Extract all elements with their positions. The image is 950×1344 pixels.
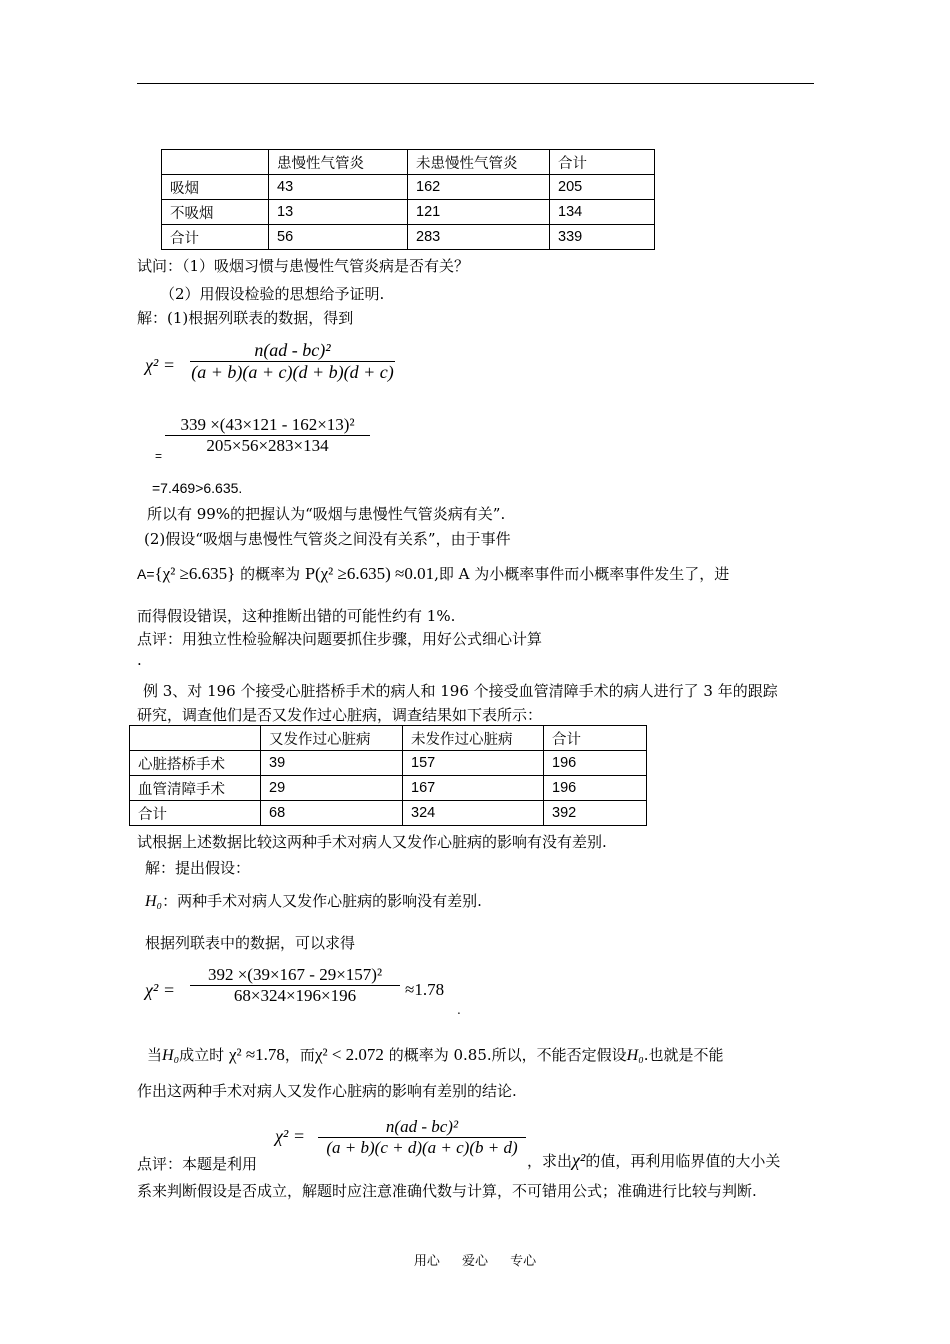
header-rule — [137, 83, 814, 84]
comment-2-line-2: 系来判断假设是否成立，解题时应注意准确代数与计算，不可错用公式；准确进行比较与判断. — [137, 1182, 757, 1200]
table-cell: 29 — [261, 776, 403, 801]
event-prefix: A= — [137, 566, 155, 582]
conclusion-1: 所以有 99%的把握认为“吸烟与患慢性气管炎病有关”. — [147, 505, 506, 523]
table-cell — [162, 150, 269, 175]
formula-chi-square-comment — [318, 1117, 526, 1158]
formula-numerator: 392 ×(39×167 - 29×157)² — [207, 965, 383, 984]
table-cell: 339 — [550, 225, 655, 250]
formula-chi-square-substituted — [165, 415, 370, 456]
table-cell: 157 — [403, 751, 544, 776]
and-text: ，而 — [284, 1046, 315, 1064]
table-row — [162, 175, 655, 200]
h0-symbol: H₀ — [162, 1047, 180, 1064]
part-2-hypothesis: (2)假设“吸烟与患慢性气管炎之间没有关系”，由于事件 — [144, 530, 511, 548]
comment-1: 点评：用独立性检验解决问题要抓住步骤，用好公式细心计算 — [137, 630, 543, 648]
solution-2-intro: 解：提出假设： — [145, 859, 251, 877]
table-header-row — [162, 150, 655, 175]
table-cell: 121 — [408, 200, 550, 225]
chi-symbol: χ² — [572, 1150, 586, 1170]
table-row — [130, 751, 647, 776]
question-2: （2）用假设检验的思想给予证明. — [160, 285, 385, 303]
table-cell: 68 — [261, 801, 403, 826]
formula-chi-square-example-3 — [190, 965, 400, 1006]
table-cell: 392 — [544, 801, 647, 826]
conclusion-2: 作出这两种手术对病人又发作心脏病的影响有差别的结论. — [137, 1082, 517, 1100]
event-set: {χ² ≥6.635} — [154, 564, 236, 583]
chi-square-lhs: χ² = — [145, 355, 175, 375]
formula-denominator: (a + b)(a + c)(d + b)(d + c) — [191, 362, 394, 382]
page-footer: 用心 爱心 专心 — [413, 1254, 537, 1269]
table-surgery — [129, 725, 647, 826]
comment-2-mid: ，求出 — [527, 1152, 573, 1170]
table-cell: 39 — [261, 751, 403, 776]
table-cell: 196 — [544, 776, 647, 801]
example-3-line-2: 研究，调查他们是否又发作过心脏病，调查结果如下表所示： — [137, 706, 543, 724]
table-cell: 心脏搭桥手术 — [130, 751, 261, 776]
table-cell: 吸烟 — [162, 175, 269, 200]
comment-2-rest: 的值，再利用临界值的大小关 — [585, 1152, 781, 1170]
formula-chi-square-general — [190, 340, 395, 383]
formula-numerator: n(ad - bc)² — [254, 340, 331, 360]
table-cell: 196 — [544, 751, 647, 776]
table-row — [130, 801, 647, 826]
equals-sign: = — [155, 449, 163, 463]
formula-result: ≈1.78 — [405, 980, 445, 999]
question-1: 试问：（1）吸烟习惯与患慢性气管炎病是否有关？ — [137, 257, 470, 275]
formula-numerator: n(ad - bc)² — [385, 1117, 459, 1136]
comment-2-line-1 — [137, 1153, 257, 1174]
stray-dot: . — [137, 651, 142, 669]
comment-2-tail — [527, 1150, 780, 1171]
formula-denominator: 205×56×283×134 — [165, 435, 370, 456]
example-3-line-1: 例 3、对 196 个接受心脏搭桥手术的病人和 196 个接受血管清障手术的病人进行了 3 年的跟踪 — [143, 682, 778, 700]
event-line-2: 而得假设错误，这种推断出错的可能性约有 1%. — [137, 607, 456, 625]
chi-square-lhs-3: χ² = — [275, 1126, 305, 1146]
event-rest: ,即 A 为小概率事件而小概率事件发生了，进 — [434, 565, 730, 583]
chi-approx: χ² ≈1.78 — [228, 1045, 285, 1064]
table-cell: 未患慢性气管炎 — [408, 150, 550, 175]
comment-2-prefix: 点评：本题是利用 — [137, 1155, 258, 1173]
table-cell: 13 — [269, 200, 408, 225]
table-row — [130, 776, 647, 801]
event-probability: (χ² ≥6.635) ≈0.01 — [314, 564, 435, 583]
chi-less: χ² < 2.072 — [314, 1045, 384, 1064]
example-3-question: 试根据上述数据比较这两种手术对病人又发作心脏病的影响有没有差别. — [137, 833, 607, 851]
prob-text: 的概率为 0.85.所以，不能否定假设 — [388, 1046, 627, 1064]
table-cell: 未发作过心脏病 — [403, 726, 544, 751]
also-text: .也就是不能 — [643, 1046, 724, 1064]
table-cell: 合计 — [544, 726, 647, 751]
result-1: =7.469>6.635. — [152, 480, 243, 496]
table-row — [162, 200, 655, 225]
formula-numerator: 339 ×(43×121 - 162×13)² — [180, 415, 355, 434]
table-cell: 患慢性气管炎 — [269, 150, 408, 175]
table-cell: 合计 — [162, 225, 269, 250]
table-cell: 162 — [408, 175, 550, 200]
table-cell: 283 — [408, 225, 550, 250]
h0-symbol: H₀ — [145, 893, 163, 910]
table-cell: 不吸烟 — [162, 200, 269, 225]
table-cell: 324 — [403, 801, 544, 826]
table-cell: 134 — [550, 200, 655, 225]
table-cell: 56 — [269, 225, 408, 250]
table-cell: 43 — [269, 175, 408, 200]
hypothesis-line — [145, 890, 482, 911]
holds-text: 成立时 — [179, 1046, 225, 1064]
table-cell: 血管清障手术 — [130, 776, 261, 801]
table-header-row — [130, 726, 647, 751]
trailing-dot: . — [457, 1003, 461, 1017]
h0-text: ：两种手术对病人又发作心脏病的影响没有差别. — [162, 892, 482, 910]
table-smoking — [161, 149, 655, 250]
h0-symbol: H₀ — [626, 1047, 644, 1064]
table-cell: 合计 — [130, 801, 261, 826]
table-row — [162, 225, 655, 250]
calc-intro: 根据列联表中的数据，可以求得 — [145, 934, 356, 952]
solution-1-intro: 解：(1)根据列联表的数据，得到 — [137, 309, 354, 327]
table-cell: 又发作过心脏病 — [261, 726, 403, 751]
formula-denominator: (a + b)(c + d)(a + c)(b + d) — [318, 1137, 526, 1158]
event-mid: 的概率为 P — [240, 565, 315, 583]
chi-square-lhs-2: χ² = — [145, 980, 175, 1000]
table-cell: 205 — [550, 175, 655, 200]
table-cell: 167 — [403, 776, 544, 801]
table-cell: 合计 — [550, 150, 655, 175]
formula-denominator: 68×324×196×196 — [190, 985, 400, 1006]
reasoning-line — [147, 1044, 724, 1065]
event-line — [137, 563, 729, 584]
when-text: 当 — [147, 1046, 163, 1064]
table-cell — [130, 726, 261, 751]
